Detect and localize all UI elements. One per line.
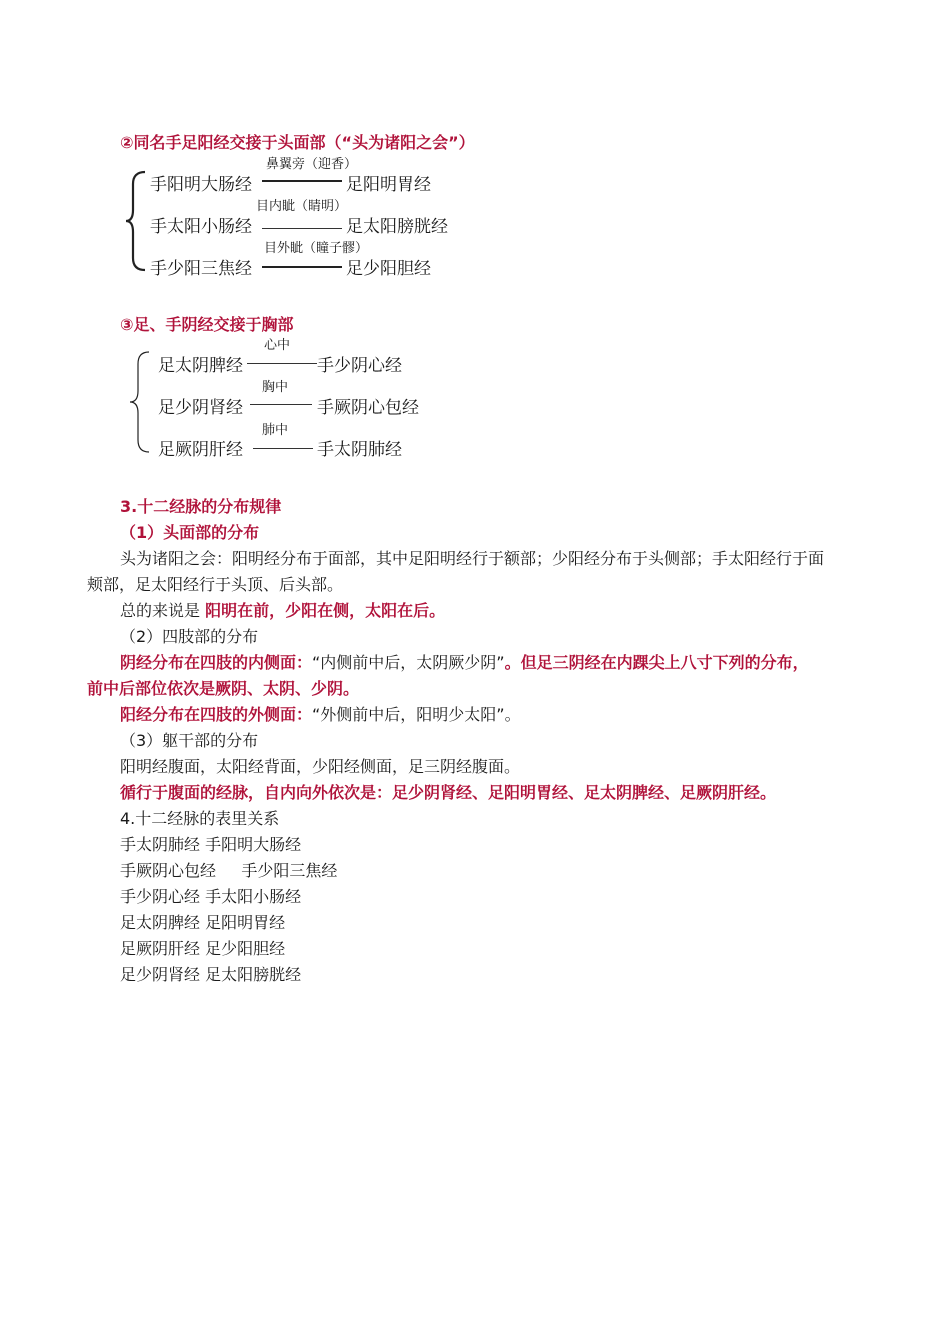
meridian-right: 足少阳胆经: [346, 259, 431, 279]
yin-label: 阴经分布在四肢的内侧面：: [120, 653, 313, 672]
connector-line: [250, 404, 312, 405]
meridian-left: 足太阴脾经: [158, 356, 243, 376]
meridian-right: 手太阴肺经: [317, 440, 402, 460]
junction-label: 肺中: [262, 423, 289, 438]
meridian-right: 足太阳膀胱经: [346, 217, 448, 237]
meridian-left: 手阳明大肠经: [150, 175, 252, 195]
yang-limb-line: [120, 702, 521, 725]
section-heading-yin-chest: ③足、手阴经交接于胸部: [120, 315, 294, 334]
biaoli-pair: 手太阴肺经 手阳明大肠经: [120, 835, 302, 854]
biaoli-pair: 手少阴心经 手太阳小肠经: [120, 887, 302, 906]
yin-limb-line: [120, 650, 809, 673]
subheading-trunk: （3）躯干部的分布: [120, 731, 259, 750]
paragraph-head-face-line1: 头为诸阳之会：阳明经分布于面部，其中足阳明经行于额部；少阳经分布于头侧部；手太阳经行于面: [120, 549, 825, 568]
meridian-right: 手少阴心经: [317, 356, 402, 376]
subheading-limbs: （2）四肢部的分布: [120, 627, 259, 646]
connector-line: [262, 266, 342, 268]
summary-line: [120, 598, 445, 621]
summary-prefix: 总的来说是: [120, 601, 201, 620]
junction-label: 鼻翼旁（迎香）: [266, 157, 358, 172]
abdomen-order: 循行于腹面的经脉，自内向外依次是：足少阴肾经、足阳明胃经、足太阴脾经、足厥阴肝经。: [120, 783, 777, 802]
yin-rest: 。但足三阴经在内踝尖上八寸下列的分布，: [504, 653, 809, 672]
connector-line: [253, 448, 313, 449]
section-heading-yang-head: ②同名手足阳经交接于头面部（“头为诸阳之会”）: [120, 133, 475, 152]
connector-line: [262, 180, 342, 182]
junction-label: 目外眦（瞳子髎）: [264, 241, 369, 256]
connector-line: [247, 363, 317, 364]
brace-icon: [125, 170, 149, 272]
paragraph-head-face-line2: 颊部，足太阳经行于头顶、后头部。: [87, 575, 344, 594]
biaoli-pair: 手厥阴心包经 手少阳三焦经: [120, 861, 338, 880]
junction-label: 目内眦（睛明）: [256, 199, 348, 214]
yang-label: 阳经分布在四肢的外侧面：: [120, 705, 313, 724]
biaoli-pair: 足太阴脾经 足阳明胃经: [120, 913, 286, 932]
yin-limb-line2: 前中后部位依次是厥阴、太阴、少阴。: [87, 679, 360, 698]
section-title-distribution: 3.十二经脉的分布规律: [120, 497, 282, 516]
meridian-left: 手少阳三焦经: [150, 259, 252, 279]
yang-end: 。: [504, 705, 521, 724]
trunk-text: 阳明经腹面，太阳经背面，少阳经侧面，足三阴经腹面。: [120, 757, 521, 776]
connector-line: [262, 228, 342, 229]
biaoli-pair: 足厥阴肝经 足少阳胆经: [120, 939, 286, 958]
meridian-right: 手厥阴心包经: [317, 398, 419, 418]
meridian-left: 足少阴肾经: [158, 398, 243, 418]
summary-emphasis: 阳明在前，少阳在侧，太阳在后。: [205, 601, 446, 620]
meridian-left: 手太阳小肠经: [150, 217, 252, 237]
yin-quote: “内侧前中后，太阴厥少阴”: [312, 653, 505, 672]
junction-label: 胸中: [262, 380, 289, 395]
yang-quote: “外侧前中后，阳明少太阳”: [312, 705, 505, 724]
brace-icon: [129, 350, 153, 454]
biaoli-pair: 足少阴肾经 足太阳膀胱经: [120, 965, 302, 984]
meridian-right: 足阳明胃经: [346, 175, 431, 195]
section-title-biaoli: 4.十二经脉的表里关系: [120, 809, 280, 828]
subheading-head-face: （1）头面部的分布: [120, 523, 260, 542]
junction-label: 心中: [264, 338, 291, 353]
meridian-left: 足厥阴肝经: [158, 440, 243, 460]
